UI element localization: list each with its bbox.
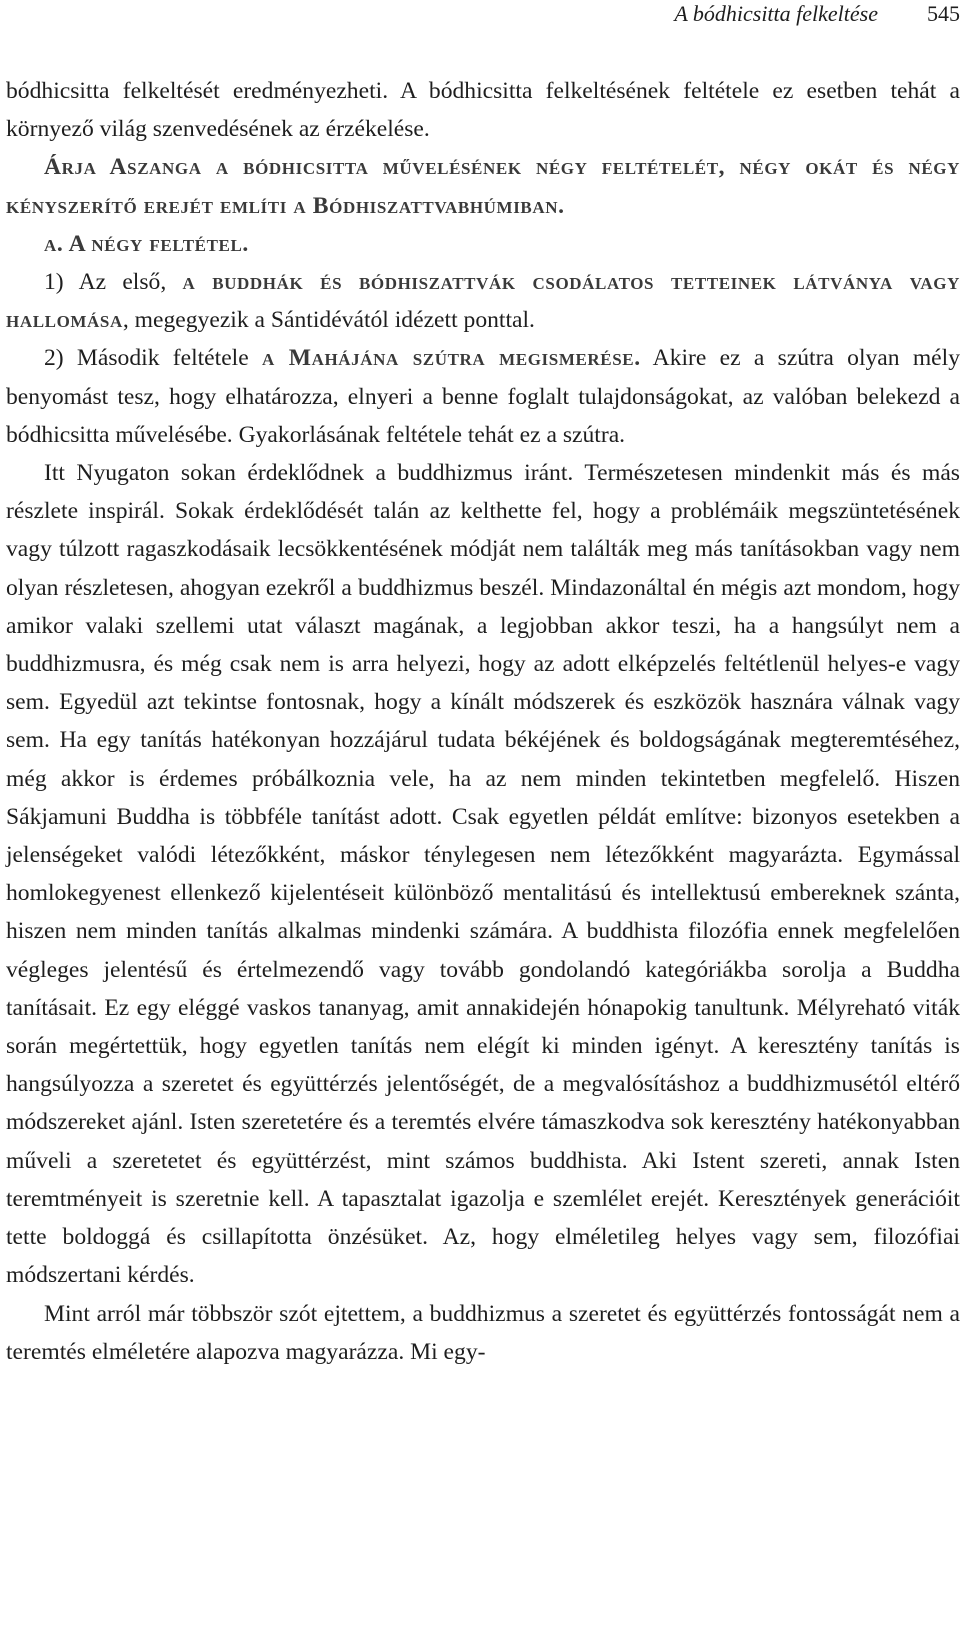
small-caps-emphasis: a buddhák és bódhiszattvák csodálatos tetteinek látványa vagy hallomása — [6, 269, 960, 334]
body-text — [6, 72, 960, 1371]
small-caps-emphasis: a. A négy feltétel. — [44, 230, 249, 257]
paragraph — [6, 454, 960, 1294]
small-caps-emphasis: Árja Aszanga a bódhicsitta művelésének négy feltételét, négy okát és négy kényszerítő erejét említi a Bódhiszattvabhúmiban. — [6, 154, 960, 219]
small-caps-emphasis: a Mahájána szútra megismerése. — [261, 345, 641, 372]
paragraph — [6, 72, 960, 148]
text-run: Itt Nyugaton sokan érdeklődnek a buddhizmus iránt. Természetesen mindenkit más és más részlete inspirál. Sokak érdeklődését talán az kelthette fel, hogy a problémáik megszüntetésének vagy túlzott ragaszkodásaik lecsökkentésének módját nem találták meg más tanításokban vagy nem olyan részletesen, ahogyan ezekről a buddhizmus beszél. Mindazonáltal én mégis azt mondom, hogy amikor valaki szellemi utat választ magának, a legjobban akkor teszi, ha a hangsúlyt nem a buddhizmusra, és még csak nem is arra helyezi, hogy az adott elképzelés feltétlenül helyes-e vagy sem. Egyedül azt tekintse fontosnak, hogy a kínált módszerek és eszközök hasznára válnak vagy sem. Ha egy tanítás hatékonyan hozzájárul tudata békéjének és boldogságának megteremtéséhez, még akkor is érdemes próbálkoznia vele, ha az nem minden tekintetben megfelelő. Hiszen Sákjamuni Buddha is többféle tanítást adott. Csak egyetlen példát említve: bizonyos esetekben a jelenségeket valódi létezőkként, máskor ténylegesen nem létezőkként magyarázta. Egymással homlokegyenest ellenkező kijelentéseit különböző mentalitású és intellektusú embereknek szánta, hiszen nem minden tanítás alkalmas mindenki számára. A buddhista filozófia ennek megfelelően végleges jelentésű és értelmezendő vagy tovább gondolandó kategóriákba sorolja a Buddha tanításait. Ez egy eléggé vaskos tananyag, amit annakidején hónapokig tanultunk. Mélyreható viták során megértettük, hogy egyetlen tanítás nem elégít ki minden igényt. A keresztény tanítás is hangsúlyozza a szeretet és együttérzés jelentőségét, de a megvalósításhoz a buddhizmusétól eltérő módszereket ajánl. Isten szeretetére és a teremtés elvére támaszkodva sok keresztény hatékonyabban műveli a szeretetet és együttérzést, mint számos buddhista. Aki Istent szereti, annak Isten teremtményeit is szeretnie kell. A tapasztalat igazolja e szemlélet erejét. Keresztények generációit tette boldoggá és csillapította önzésüket. Az, hogy elméletileg helyes vagy sem, filozófiai módszertani kérdés. — [6, 460, 960, 1289]
page-number: 545 — [927, 1, 960, 26]
paragraph — [6, 263, 960, 339]
text-run: Akire ez a szútra olyan mély benyomást tesz, hogy elhatározza, elnyeri a benne foglalt tulajdonságokat, az valóban belekezd a bódhicsitta művelésébe. Gyakorlásának feltétele tehát ez a szútra. — [6, 345, 960, 448]
text-run: , megegyezik a Sántidévától idézett ponttal. — [122, 307, 535, 334]
text-run: Mint arról már többször szót ejtettem, a buddhizmus a szeretet és együttérzés fontosságát nem a teremtés elméletére alapozva magyarázza. Mi egy- — [6, 1300, 960, 1365]
paragraph — [6, 339, 960, 454]
paragraph — [6, 148, 960, 224]
text-run: 1) Az első, — [44, 269, 183, 296]
paragraph — [6, 1295, 960, 1371]
running-header — [0, 0, 960, 40]
text-run: 2) Második feltétele — [44, 345, 262, 372]
text-run: bódhicsitta felkeltését eredményezheti. A bódhicsitta felkeltésének feltétele ez esetben tehát a környező világ szenvedésének az érzékelése. — [6, 78, 960, 143]
paragraph — [6, 225, 960, 263]
running-title: A bódhicsitta felkeltése — [674, 1, 878, 26]
